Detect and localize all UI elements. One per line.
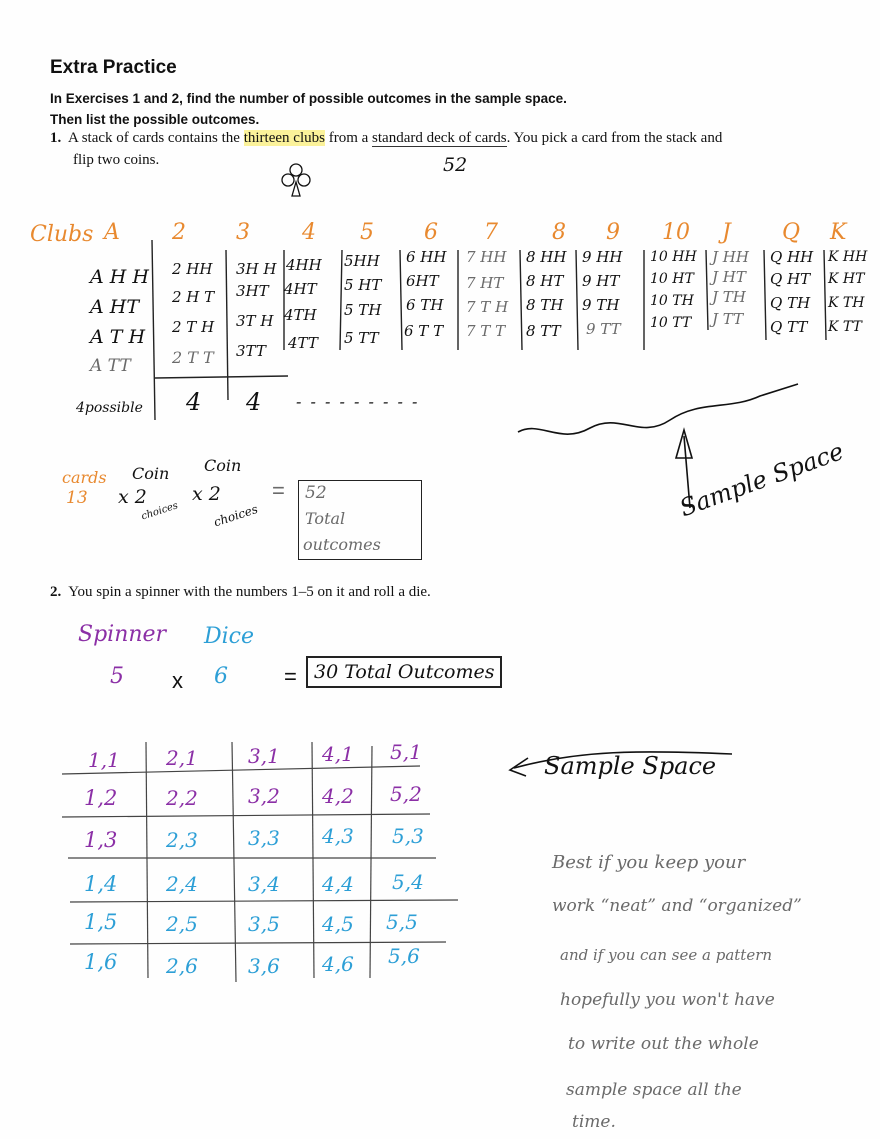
grid-cell: 4,2 (322, 784, 354, 808)
clubs-cell: 8 HH (526, 248, 567, 266)
clubs-cell: 7 T T (466, 322, 506, 340)
column-header-10: 10 (662, 220, 690, 245)
note-52: 52 (443, 154, 468, 176)
clubs-cell: 4HH (286, 256, 322, 274)
grid-cell: 2,6 (166, 954, 198, 978)
column-header-6: 6 (424, 220, 438, 245)
coin-2-value: x 2 (192, 483, 221, 505)
column-header-q: Q (782, 220, 801, 245)
clubs-cell: 8 HT (526, 272, 564, 290)
ex1-text-c: . You pick a card from the stack and (506, 130, 723, 146)
column-header-4: 4 (302, 220, 316, 245)
clubs-cell: 6HT (406, 272, 439, 290)
result-line: Total (305, 509, 346, 528)
clubs-cell: 3T H (236, 312, 274, 330)
clubs-cell: 9 HH (582, 248, 623, 266)
count-column-3: 4 (246, 388, 262, 416)
grid-cell: 4,5 (322, 912, 354, 936)
ex2-text: You spin a spinner with the numbers 1–5 on it and roll a die. (68, 584, 431, 600)
grid-cell: 5,6 (388, 944, 420, 968)
ex1-text-a: A stack of cards contains the (67, 130, 240, 146)
total-outcomes-box-2: 30 Total Outcomes (306, 656, 502, 688)
clubs-cell: K HH (828, 249, 868, 265)
clubs-cell: 2 T T (172, 348, 214, 367)
dice-label: Dice (204, 624, 255, 649)
grid-cell: 4,4 (322, 872, 354, 896)
grid-cell: 4,3 (322, 824, 354, 848)
grid-cell: 3,3 (248, 826, 280, 850)
clubs-cell: A H H (90, 266, 149, 288)
clubs-cell: J TH (712, 288, 746, 306)
exercise-1-line-2: flip two coins. (73, 152, 160, 168)
clubs-cell: K TT (828, 319, 862, 335)
coin-1-sub: choices (140, 500, 180, 523)
clubs-cell: 2 HH (172, 260, 213, 278)
clubs-cell: A T H (90, 326, 146, 348)
grid-cell: 3,5 (248, 912, 280, 936)
coin-1-label: Coin (132, 464, 170, 483)
clubs-cell: A TT (90, 356, 131, 376)
grid-cell: 2,5 (166, 912, 198, 936)
note-line: time. (572, 1112, 616, 1132)
coin-2-label: Coin (204, 456, 242, 475)
coin-2-sub: choices (212, 501, 260, 530)
note-line: sample space all the (566, 1080, 742, 1100)
clubs-cell: 4HT (284, 280, 317, 298)
sample-space-label-1: Sample Space (676, 437, 848, 523)
continuation-dashes: - - - - - - - - - (296, 392, 420, 411)
clubs-cell: 7 HH (466, 248, 507, 266)
grid-cell: 2,2 (166, 786, 198, 810)
exercise-1-number: 1. (50, 130, 62, 146)
grid-cell: 5,2 (390, 782, 422, 806)
clubs-cell: 7 HT (466, 274, 504, 292)
equals-sign-2: = (284, 664, 297, 689)
coin-1-value: x 2 (118, 486, 147, 508)
clubs-cell: 2 H T (172, 288, 215, 306)
note-line: to write out the whole (568, 1034, 759, 1054)
result-line: outcomes (303, 535, 381, 554)
note-line: Best if you keep your (552, 852, 746, 873)
grid-cell: 5,5 (386, 910, 418, 934)
note-line: hopefully you won't have (560, 990, 775, 1010)
clubs-cell: J HT (712, 268, 746, 286)
column-header-9: 9 (606, 220, 620, 245)
clubs-cell: Q HH (770, 248, 814, 266)
clubs-cell: 9 TT (586, 320, 621, 338)
clubs-cell: 8 TT (526, 322, 561, 340)
clubs-cell: 3TT (236, 342, 266, 360)
spinner-label: Spinner (78, 622, 167, 647)
clubs-cell: 10 HT (650, 271, 694, 287)
note-line: and if you can see a pattern (560, 946, 773, 964)
column-header-3: 3 (236, 220, 250, 245)
column-header-8: 8 (552, 220, 566, 245)
grid-cell: 1,1 (88, 748, 120, 772)
grid-cell: 1,6 (84, 950, 118, 974)
clubs-cell: 4TH (284, 306, 317, 324)
clubs-cell: 5 HT (344, 276, 382, 294)
clubs-cell: 7 T H (466, 298, 509, 316)
grid-cell: 1,5 (84, 910, 118, 934)
column-header-k: K (830, 220, 847, 245)
clubs-cell: 3H H (236, 260, 277, 278)
clubs-cell: Q TH (770, 294, 811, 312)
clubs-cell: 5 TT (344, 329, 379, 347)
grid-cell: 5,4 (392, 870, 424, 894)
clubs-cell: 5HH (344, 252, 380, 270)
cards-label: cards (62, 468, 107, 487)
instructions-line-1: In Exercises 1 and 2, find the number of possible outcomes in the sample space. (50, 91, 567, 106)
grid-cell: 5,1 (390, 740, 422, 764)
clubs-cell: 10 TH (650, 293, 694, 309)
clubs-cell: Q TT (770, 318, 808, 336)
ex1-text-b: from a (328, 130, 369, 146)
grid-cell: 2,4 (166, 872, 198, 896)
grid-cell: 3,4 (248, 872, 280, 896)
grid-cell: 1,4 (84, 872, 118, 896)
clubs-cell: Q HT (770, 270, 811, 288)
ex1-underlined: standard deck of cards (372, 130, 507, 146)
clubs-cell: 2 T H (172, 318, 215, 336)
grid-cell: 2,1 (166, 746, 198, 770)
spinner-value: 5 (110, 664, 124, 689)
clubs-label: Clubs (30, 222, 94, 247)
clubs-cell: 5 TH (344, 301, 382, 319)
column-header-a: A (104, 220, 120, 245)
count-column-2: 4 (186, 388, 202, 416)
clubs-cell: 6 HH (406, 248, 447, 266)
clubs-cell: 9 TH (582, 296, 620, 314)
grid-cell: 5,3 (392, 824, 424, 848)
ex1-highlight: thirteen clubs (243, 130, 325, 146)
clubs-cell: 6 T T (404, 322, 444, 340)
clubs-cell: K HT (828, 271, 865, 287)
clubs-cell: 8 TH (526, 296, 564, 314)
column-header-2: 2 (172, 220, 186, 245)
clubs-cell: J HH (712, 248, 749, 266)
page-title: Extra Practice (50, 57, 177, 78)
instructions-line-2: Then list the possible outcomes. (50, 112, 260, 127)
column-header-j: J (722, 220, 731, 245)
exercise-2-number: 2. (50, 584, 62, 600)
dice-value: 6 (214, 664, 228, 689)
clubs-cell: 4TT (288, 334, 318, 352)
clubs-cell: 9 HT (582, 272, 620, 290)
result-line: 52 (305, 483, 327, 503)
grid-cell: 3,6 (248, 954, 280, 978)
note-line: work “neat” and “organized” (552, 896, 802, 916)
equals-sign-1: = (272, 478, 285, 503)
cards-value: 13 (66, 488, 88, 508)
column-header-5: 5 (360, 220, 374, 245)
grid-cell: 3,1 (248, 744, 280, 768)
clubs-cell: J TT (712, 310, 744, 328)
column-header-7: 7 (484, 220, 498, 245)
grid-cell: 2,3 (166, 828, 198, 852)
grid-cell: 1,3 (84, 828, 118, 852)
clubs-cell: A HT (90, 296, 140, 318)
clubs-cell: K TH (828, 295, 865, 311)
clubs-cell: 6 TH (406, 296, 444, 314)
sample-space-label-2: Sample Space (544, 752, 717, 780)
possible-label: 4possible (76, 400, 143, 416)
times-sign: x (172, 668, 183, 693)
grid-cell: 3,2 (248, 784, 280, 808)
clubs-cell: 3HT (236, 282, 269, 300)
clubs-cell: 10 TT (650, 315, 692, 331)
clubs-cell: 10 HH (650, 249, 697, 265)
grid-cell: 4,6 (322, 952, 354, 976)
grid-cell: 4,1 (322, 742, 354, 766)
grid-cell: 1,2 (84, 786, 118, 810)
